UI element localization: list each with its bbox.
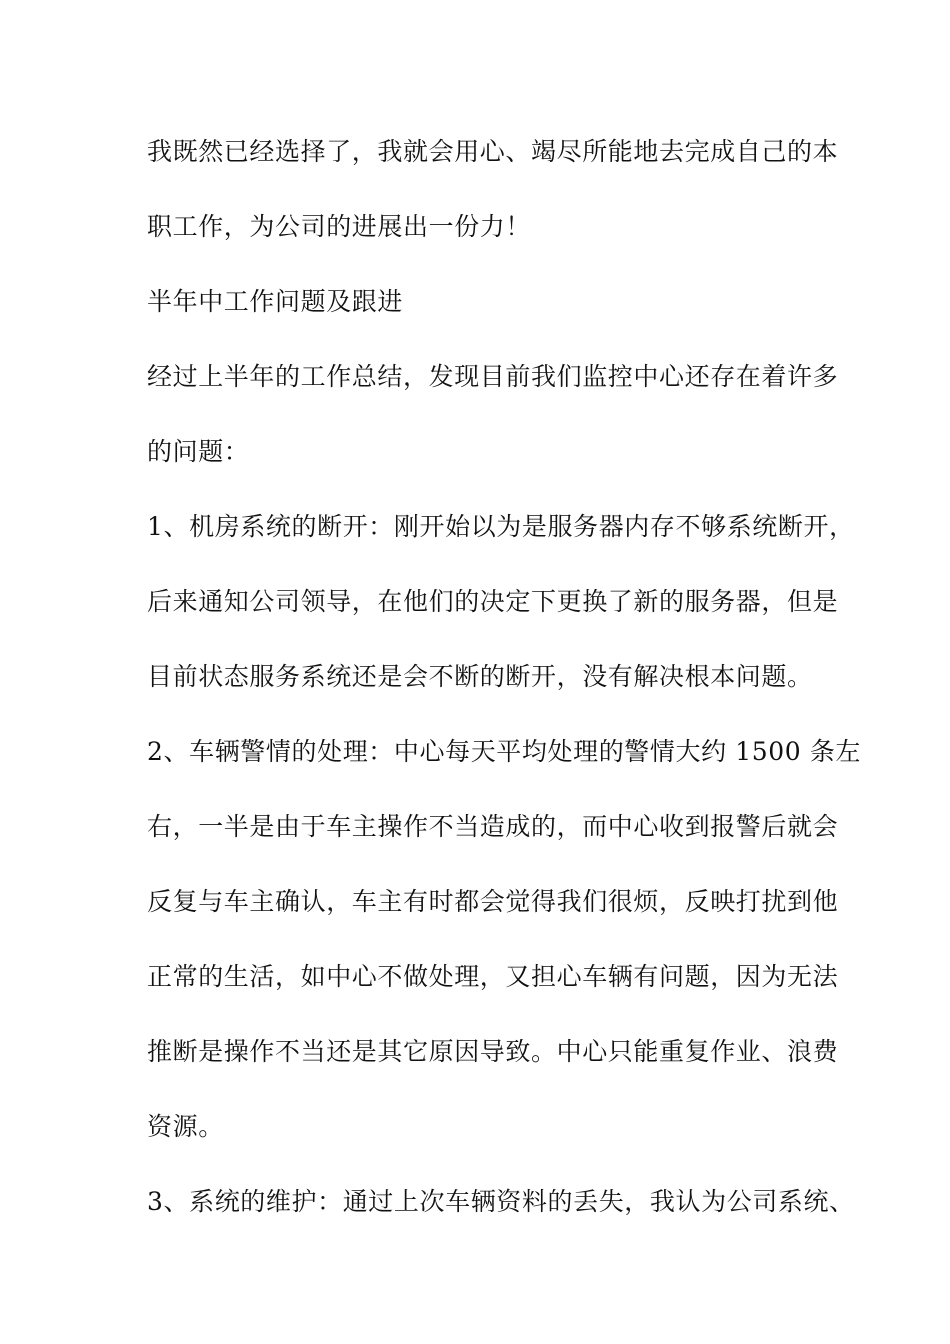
list-item-2: 2、车辆警情的处理：中心每天平均处理的警情大约 1500 条左 — [147, 737, 862, 766]
text-line: 我既然已经选择了，我就会用心、竭尽所能地去完成自己的本 — [147, 137, 839, 166]
text-line: 的问题： — [147, 437, 250, 466]
text-line: 正常的生活，如中心不做处理，又担心车辆有问题，因为无法 — [147, 962, 839, 991]
text-line: 经过上半年的工作总结，发现目前我们监控中心还存在着许多 — [147, 362, 839, 391]
text-line: 反复与车主确认，车主有时都会觉得我们很烦，反映打扰到他 — [147, 887, 839, 916]
section-heading: 半年中工作问题及跟进 — [147, 287, 404, 316]
text-line: 目前状态服务系统还是会不断的断开，没有解决根本问题。 — [147, 662, 813, 691]
text-line: 资源。 — [147, 1112, 224, 1141]
list-item-3: 3、系统的维护：通过上次车辆资料的丢失，我认为公司系统、 — [147, 1187, 855, 1216]
text-line: 职工作，为公司的进展出一份力！ — [147, 212, 532, 241]
text-line: 后来通知公司领导，在他们的决定下更换了新的服务器，但是 — [147, 587, 839, 616]
text-line: 右，一半是由于车主操作不当造成的，而中心收到报警后就会 — [147, 812, 839, 841]
text-line: 推断是操作不当还是其它原因导致。中心只能重复作业、浪费 — [147, 1037, 839, 1066]
list-item-1: 1、机房系统的断开：刚开始以为是服务器内存不够系统断开， — [147, 512, 855, 541]
